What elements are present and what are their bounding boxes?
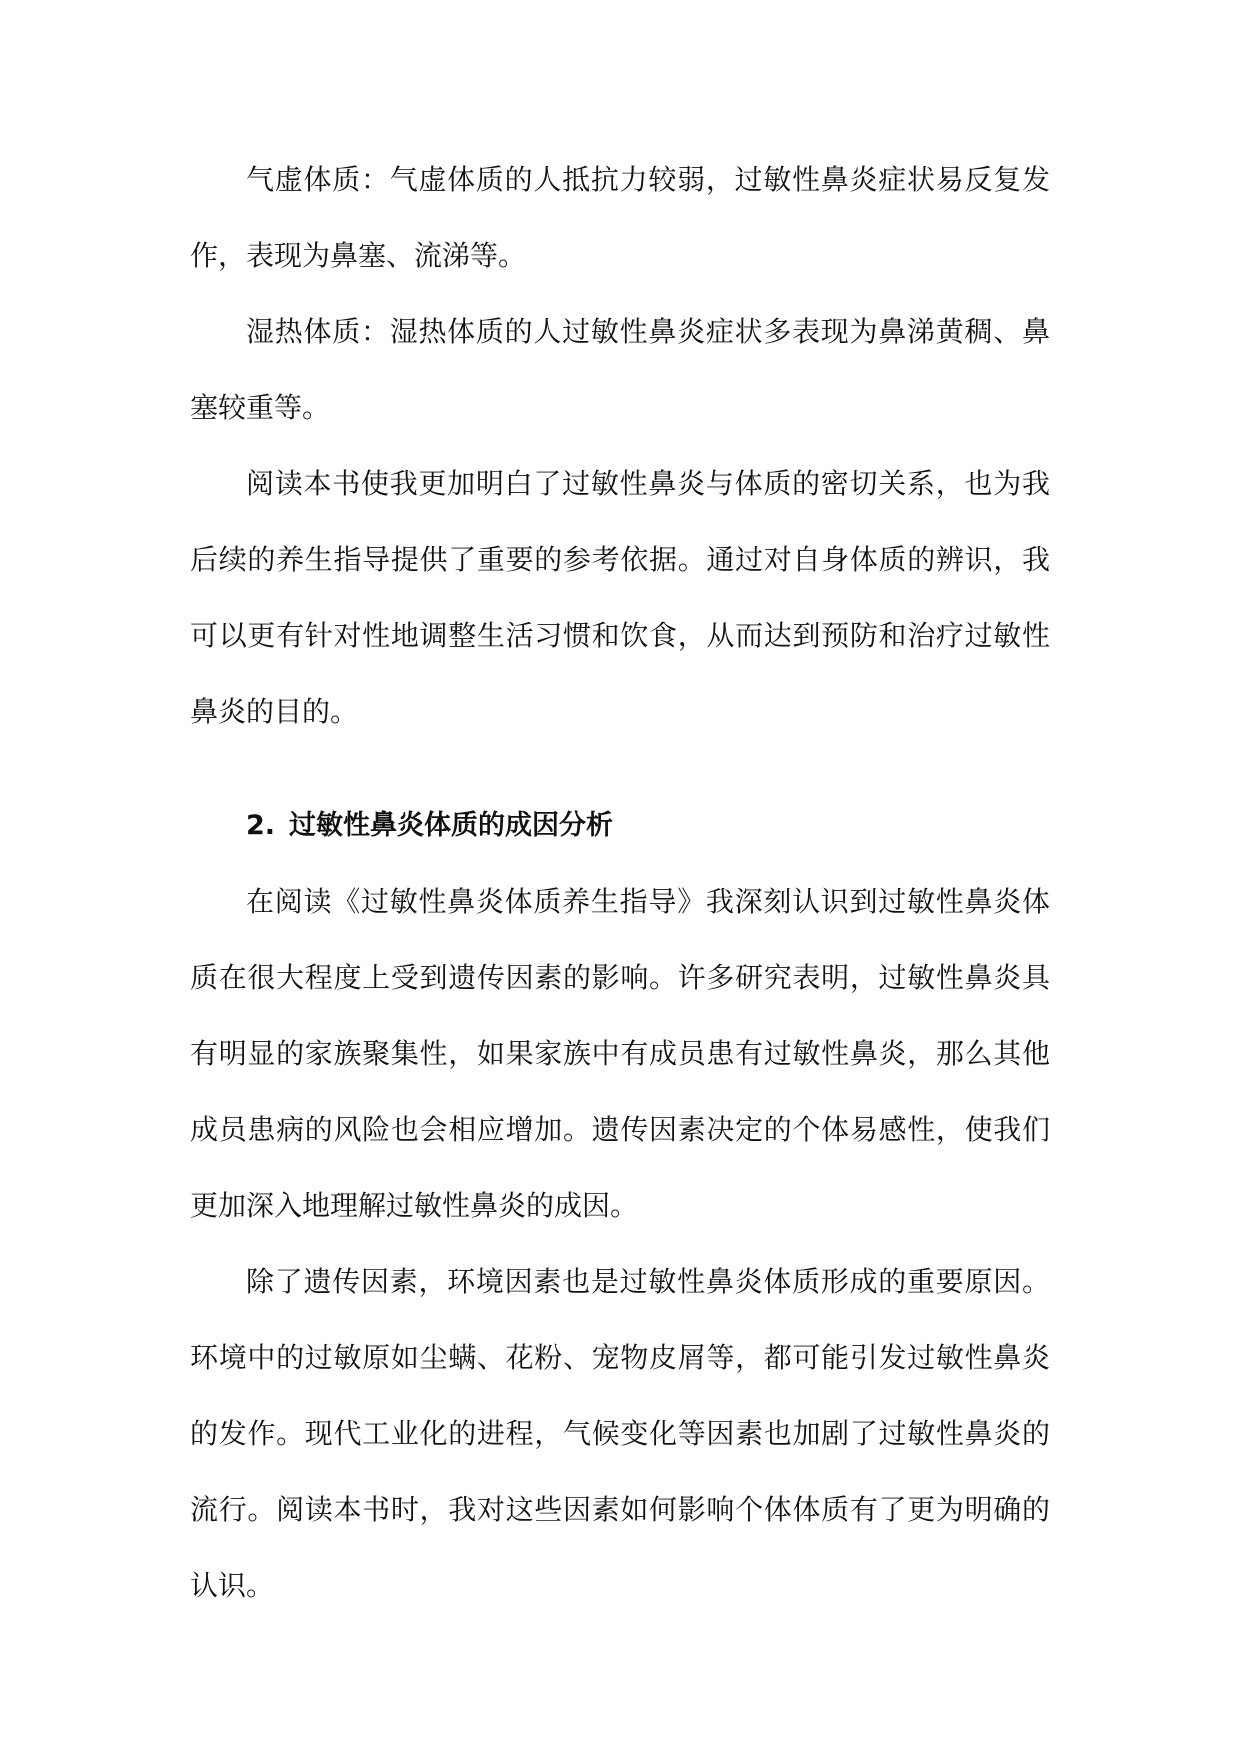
paragraph-qixu: 气虚体质：气虚体质的人抵抗力较弱，过敏性鼻炎症状易反复发作，表现为鼻塞、流涕等。: [190, 163, 1050, 272]
paragraph-reading-summary: 阅读本书使我更加明白了过敏性鼻炎与体质的密切关系，也为我后续的养生指导提供了重要的参考依据。通过对自身体质的辨识，我可以更有针对性地调整生活习惯和饮食，从而达到预防和治疗过敏性鼻炎的目的。: [190, 467, 1050, 728]
paragraph-environmental-factors: 除了遗传因素，环境因素也是过敏性鼻炎体质形成的重要原因。环境中的过敏原如尘螨、花粉、宠物皮屑等，都可能引发过敏性鼻炎的发作。现代工业化的进程，气候变化等因素也加剧了过敏性鼻炎的流行。阅读本书时，我对这些因素如何影响个体体质有了更为明确的认识。: [190, 1265, 1050, 1602]
section-number: 2.: [246, 810, 276, 841]
document-body: [190, 142, 1050, 1624]
section-heading: [190, 788, 1050, 864]
section-title: 过敏性鼻炎体质的成因分析: [289, 810, 614, 841]
paragraph-genetic-factors: 在阅读《过敏性鼻炎体质养生指导》我深刻认识到过敏性鼻炎体质在很大程度上受到遗传因素的影响。许多研究表明，过敏性鼻炎具有明显的家族聚集性，如果家族中有成员患有过敏性鼻炎，那么其他成员患病的风险也会相应增加。遗传因素决定的个体易感性，使我们更加深入地理解过敏性鼻炎的成因。: [190, 885, 1050, 1222]
paragraph-shire: 湿热体质：湿热体质的人过敏性鼻炎症状多表现为鼻涕黄稠、鼻塞较重等。: [190, 315, 1050, 424]
